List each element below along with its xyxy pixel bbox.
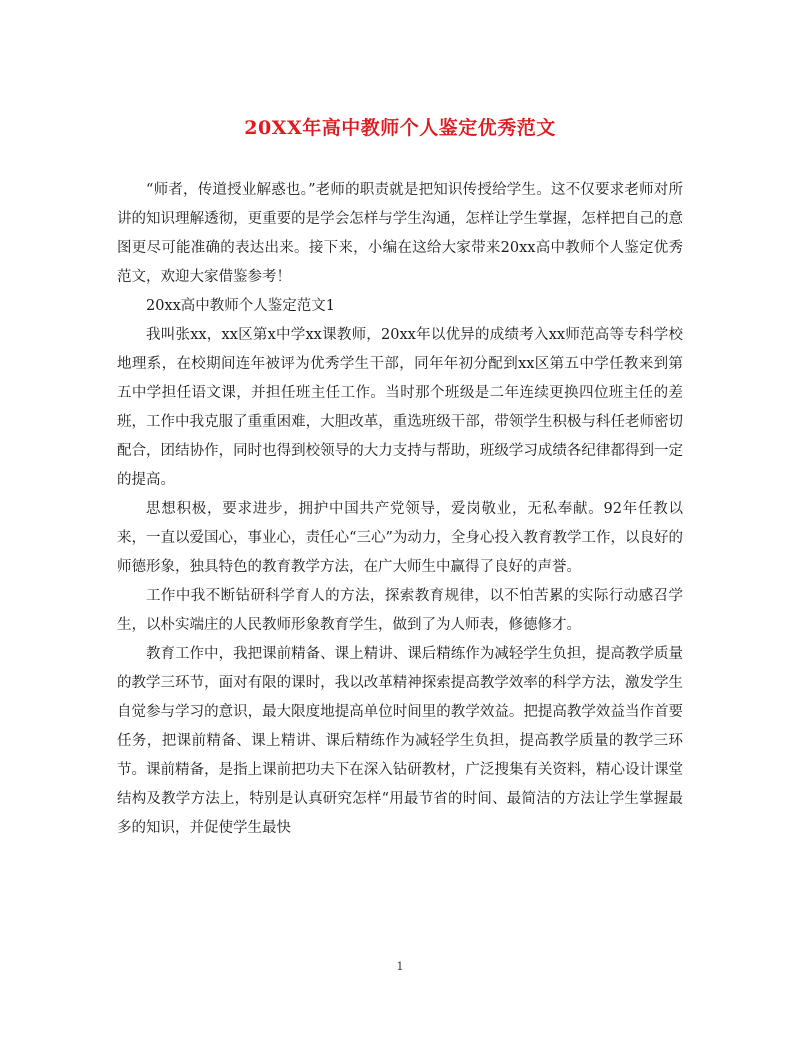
intro-paragraph: “师者，传道授业解惑也。”老师的职责就是把知识传授给学生。这不仅要求老师对所讲的知识理解透彻，更重要的是学会怎样与学生沟通，怎样让学生掌握，怎样把自己的意图更尽可能准确的表达出来。接下来，小编在这给大家带来20xx高中教师个人鉴定优秀范文，欢迎大家借鉴参考！ bbox=[117, 182, 683, 285]
body-paragraph-2: 思想积极，要求进步，拥护中国共产党领导，爱岗敬业，无私奉献。92年任教以来，一直以爱国心，事业心，责任心“三心”为动力，全身心投入教育教学工作，以良好的师德形象，独具特色的教育教学方法，在广大师生中赢得了良好的声誉。 bbox=[117, 501, 683, 575]
document-title: 20XX年高中教师个人鉴定优秀范文 bbox=[244, 117, 556, 139]
section-subheading: 20xx高中教师个人鉴定范文1 bbox=[146, 298, 336, 314]
body-paragraph-1: 我叫张xx，xx区第x中学xx课教师，20xx年以优异的成绩考入xx师范高等专科学校地理系，在校期间连年被评为优秀学生干部，同年年初分配到xx区第五中学任教来到第五中学担任语文课，并担任班主任工作。当时那个班级是二年连续更换四位班主任的差班，工作中我克服了重重困难，大胆改革，重选班级干部，带领学生积极与科任老师密切配合，团结协作，同时也得到校领导的大力支持与帮助，班级学习成绩各纪律都得到一定的提高。 bbox=[117, 327, 683, 488]
page-number: 1 bbox=[396, 960, 404, 973]
document-body bbox=[117, 176, 683, 843]
body-paragraph-4: 教育工作中，我把课前精备、课上精讲、课后精练作为减轻学生负担，提高教学质量的教学三环节，面对有限的课时，我以改革精神探索提高教学效率的科学方法，激发学生自觉参与学习的意识，最大限度地提高单位时间里的教学效益。把提高教学效益当作首要任务，把课前精备、课上精讲、课后精练作为减轻学生负担，提高教学质量的教学三环节。课前精备，是指上课前把功夫下在深入钻研教材，广泛搜集有关资料，精心设计课堂结构及教学方法上，特别是认真研究怎样“用最节省的时间、最简洁的方法让学生掌握最多的知识，并促使学生最快 bbox=[117, 646, 683, 836]
body-paragraph-3: 工作中我不断钻研科学育人的方法，探索教育规律，以不怕苦累的实际行动感召学生，以朴实端庄的人民教师形象教育学生，做到了为人师表，修德修才。 bbox=[117, 588, 683, 633]
